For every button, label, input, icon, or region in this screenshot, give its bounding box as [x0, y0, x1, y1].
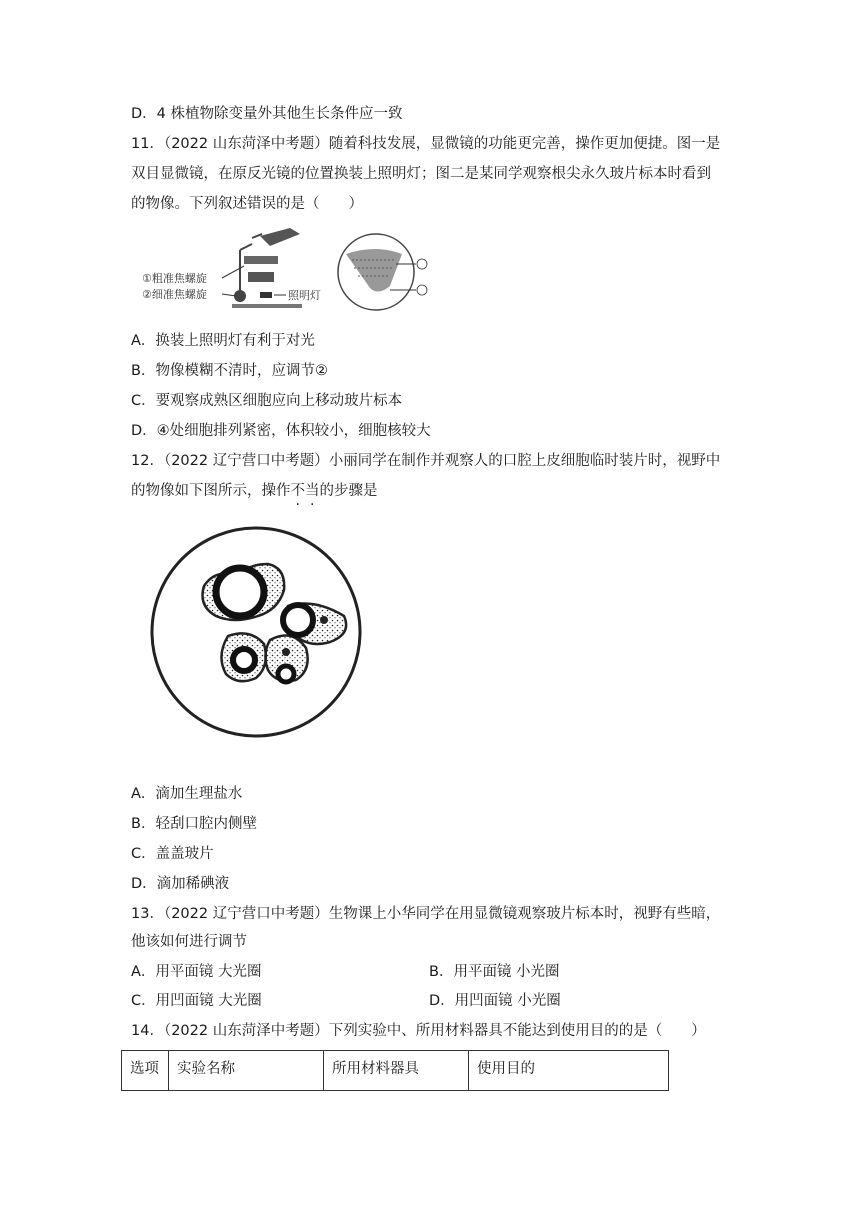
q12-stem-post: 的步骤是 [319, 483, 378, 499]
q13-stem-line2: 他该如何进行调节 [131, 934, 247, 950]
label-fine-focus: ②细准焦螺旋 [142, 288, 207, 301]
q10-option-d: D．4 株植物除变量外其他生长条件应一致 [131, 106, 403, 122]
q13-stem-line1: 13．（2022 辽宁营口中考题）生物课上小华同学在用显微镜观察玻片标本时，视野有些暗， [131, 906, 721, 922]
q12-option-a: A．滴加生理盐水 [131, 786, 243, 802]
q11-option-a: A．换装上照明灯有利于对光 [131, 333, 315, 349]
q12-stem-line1: 12．（2022 辽宁营口中考题）小丽同学在制作并观察人的口腔上皮细胞临时装片时，视野中 [131, 453, 721, 469]
q12-option-c: C．盖盖玻片 [131, 846, 214, 862]
q11-option-d: D．④处细胞排列紧密，体积较小，细胞核较大 [131, 423, 431, 439]
emphasis-char-not: 不 [290, 483, 305, 499]
q12-stem-pre: 的物像如下图所示，操作 [131, 483, 291, 499]
q13-option-d: D．用凹面镜 小光圈 [429, 993, 561, 1009]
q13-option-a: A．用平面镜 大光圈 [131, 964, 262, 980]
q11-stem-line1: 11．（2022 山东菏泽中考题）随着科技发展，显微镜的功能更完善，操作更加便捷。图一是 [131, 136, 721, 152]
table-header-row [122, 1051, 669, 1091]
q12-option-d: D．滴加稀碘液 [131, 876, 230, 892]
header-option: 选项 [122, 1051, 169, 1091]
q12-cell-view-figure [146, 524, 366, 740]
q11-option-c: C．要观察成熟区细胞应向上移动玻片标本 [131, 393, 403, 409]
emphasis-char-dang: 当 [305, 483, 320, 499]
q14-stem-line1: 14．（2022 山东菏泽中考题）下列实验中、所用材料器具不能达到使用目的的是（ ） [131, 1023, 706, 1039]
q12-stem-line2 [131, 481, 378, 501]
header-experiment-name: 实验名称 [169, 1051, 324, 1091]
label-coarse-focus: ①粗准焦螺旋 [142, 272, 207, 285]
header-purpose: 使用目的 [469, 1051, 669, 1091]
q11-stem-line3: 的物像。下列叙述错误的是（ ） [131, 196, 363, 212]
label-lamp: 照明灯 [288, 289, 321, 302]
q12-option-b: B．轻刮口腔内侧壁 [131, 816, 257, 832]
header-materials: 所用材料器具 [324, 1051, 469, 1091]
q11-option-b: B．物像模糊不清时，应调节② [131, 363, 328, 379]
q11-microscope-figure [140, 224, 440, 316]
q13-option-c: C．用凹面镜 大光圈 [131, 993, 262, 1009]
q11-stem-line2: 双目显微镜，在原反光镜的位置换装上照明灯；图二是某同学观察根尖永久玻片标本时看到 [131, 166, 711, 182]
q13-option-b: B．用平面镜 小光圈 [429, 964, 560, 980]
q14-table [121, 1050, 669, 1091]
